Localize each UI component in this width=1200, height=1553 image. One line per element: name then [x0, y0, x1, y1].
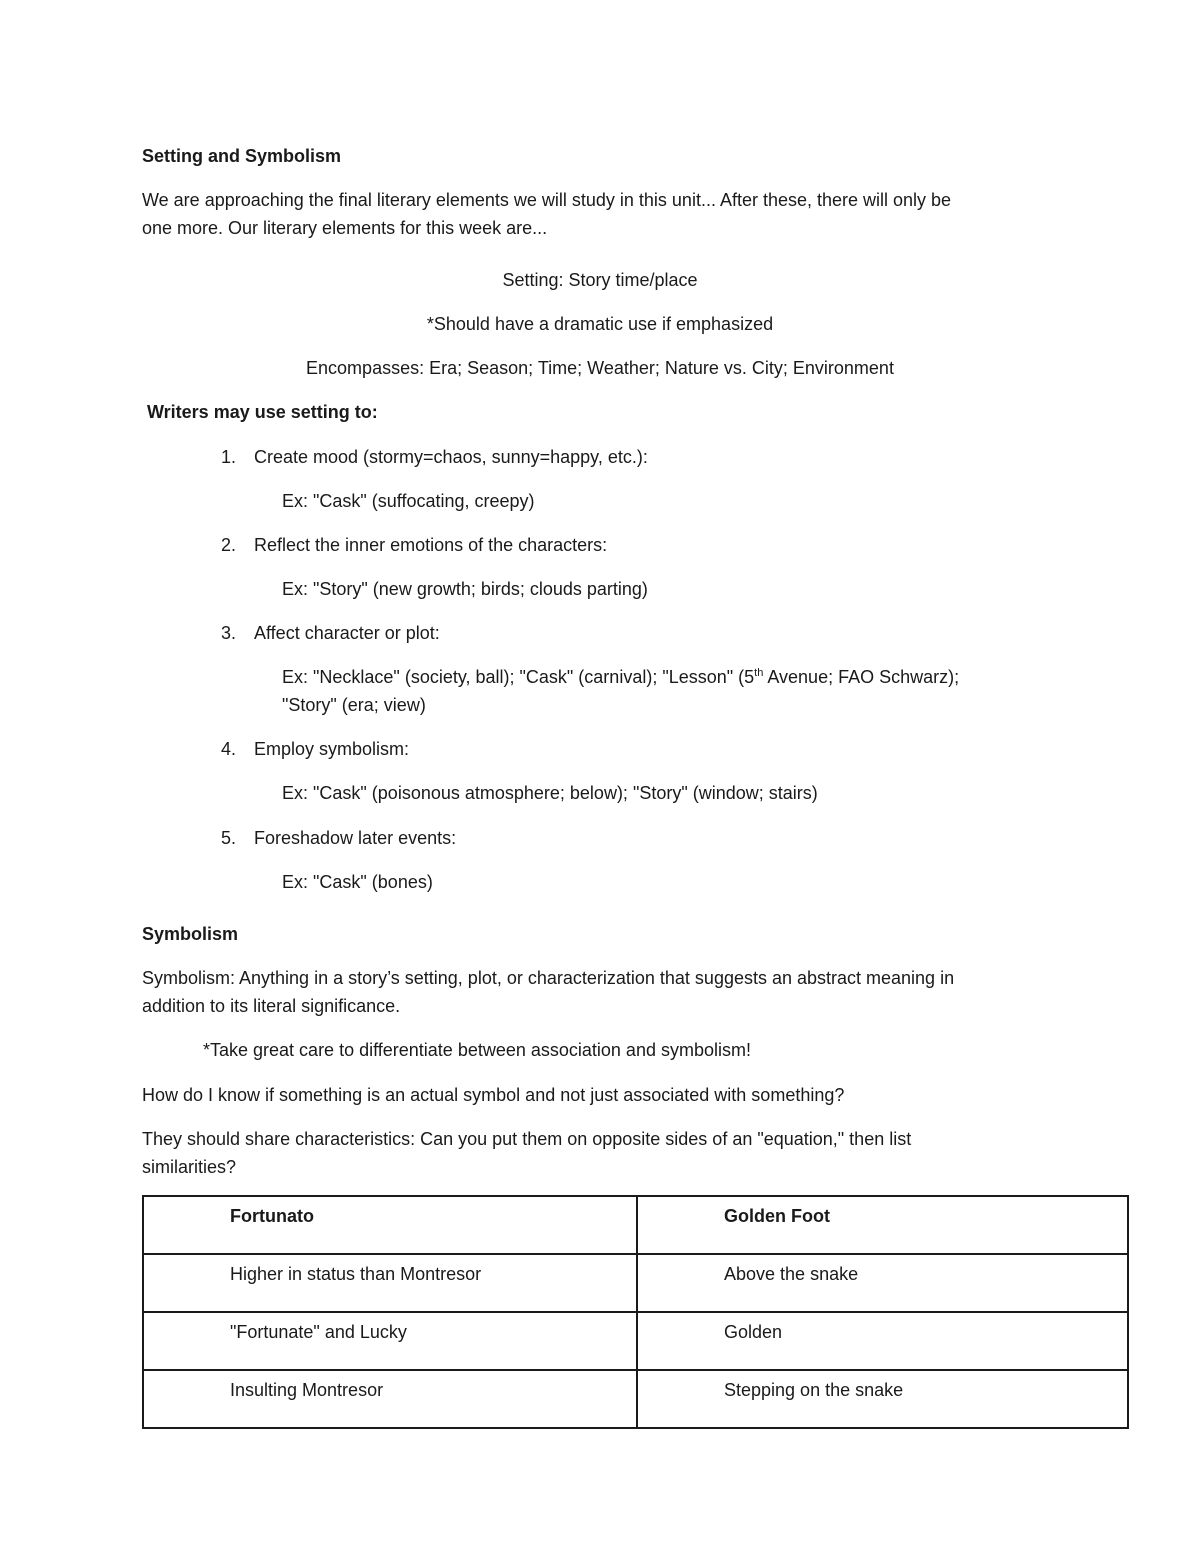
- page-title: Setting and Symbolism: [142, 146, 342, 166]
- table-header-row: [143, 1196, 1128, 1254]
- list-number: 4.: [220, 739, 236, 759]
- setting-definition: Setting: Story time/place: [502, 270, 698, 290]
- list-number: 3.: [220, 623, 236, 643]
- symbolism-heading: Symbolism: [142, 924, 239, 944]
- list-item-example: "Story" (era; view): [282, 695, 426, 715]
- list-number: 2.: [220, 535, 236, 555]
- table-header: Golden Foot: [637, 1196, 1128, 1254]
- ordinal-suffix: th: [754, 667, 764, 679]
- setting-note: *Should have a dramatic use if emphasized: [426, 314, 774, 334]
- symbolism-definition: Symbolism: Anything in a story’s setting, plot, or characterization that suggests an abstract meaning in: [142, 968, 955, 988]
- list-item-text: Foreshadow later events:: [254, 828, 457, 848]
- encompasses-line: Encompasses: Era; Season; Time; Weather; Nature vs. City; Environment: [306, 358, 894, 378]
- list-item-example: Ex: "Cask" (suffocating, creepy): [282, 491, 535, 511]
- intro-line: one more. Our literary elements for this week are...: [142, 218, 548, 238]
- table-cell: Golden: [637, 1312, 1128, 1370]
- list-item-example: Ex: "Cask" (poisonous atmosphere; below); "Story" (window; stairs): [282, 783, 818, 803]
- list-item-text: Reflect the inner emotions of the characters:: [254, 535, 608, 555]
- intro-line: We are approaching the final literary elements we will study in this unit... After these, there will only be: [142, 190, 952, 210]
- table-cell: Above the snake: [637, 1254, 1128, 1312]
- list-item-text: Employ symbolism:: [254, 739, 410, 759]
- table-row: [143, 1254, 1128, 1312]
- list-number: 5.: [220, 828, 236, 848]
- list-item-example: Ex: "Story" (new growth; birds; clouds parting): [282, 579, 648, 599]
- list-item-example: Ex: "Cask" (bones): [282, 872, 433, 892]
- table-cell: "Fortunate" and Lucky: [143, 1312, 637, 1370]
- comparison-table: [142, 1195, 1129, 1429]
- list-number: 1.: [220, 447, 236, 467]
- list-item-text: Create mood (stormy=chaos, sunny=happy, etc.):: [254, 447, 648, 467]
- symbolism-definition: addition to its literal significance.: [142, 996, 401, 1016]
- writers-heading: Writers may use setting to:: [147, 402, 378, 422]
- table-row: [143, 1312, 1128, 1370]
- example-text: Ex: "Necklace" (society, ball); "Cask" (carnival); "Lesson" (5: [282, 667, 755, 687]
- question-line: How do I know if something is an actual symbol and not just associated with something?: [142, 1085, 845, 1105]
- table-cell: Stepping on the snake: [637, 1370, 1128, 1428]
- share-line: They should share characteristics: Can you put them on opposite sides of an "equation," then list: [142, 1129, 912, 1149]
- care-note: *Take great care to differentiate between association and symbolism!: [203, 1040, 751, 1060]
- table-header: Fortunato: [143, 1196, 637, 1254]
- list-item-text: Affect character or plot:: [254, 623, 440, 643]
- table-row: [143, 1370, 1128, 1428]
- table-cell: Insulting Montresor: [143, 1370, 637, 1428]
- share-line: similarities?: [142, 1157, 237, 1177]
- list-item-example: [282, 664, 959, 690]
- table-cell: Higher in status than Montresor: [143, 1254, 637, 1312]
- example-text: Avenue; FAO Schwarz);: [763, 667, 960, 687]
